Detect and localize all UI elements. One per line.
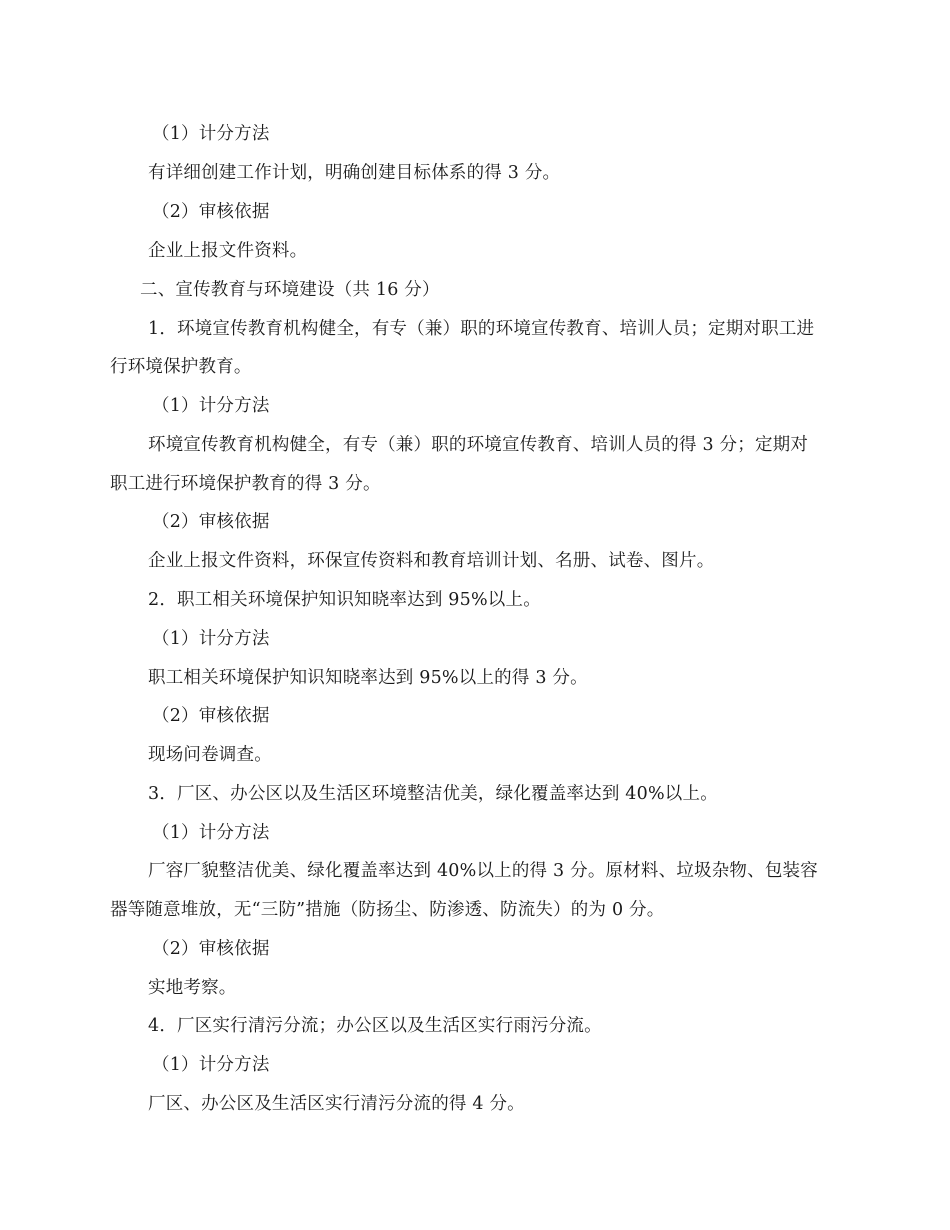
body-text-continued: 职工进行环境保护教育的得 3 分。	[110, 474, 381, 494]
body-text: 厂区、办公区及生活区实行清污分流的得 4 分。	[148, 1094, 525, 1114]
item-heading: 1．环境宣传教育机构健全，有专（兼）职的环境宣传教育、培训人员；定期对职工进	[148, 319, 815, 339]
section-heading-audit-basis: （2）审核依据	[152, 706, 270, 726]
item-heading: 4．厂区实行清污分流；办公区以及生活区实行雨污分流。	[148, 1016, 602, 1036]
section-heading-scoring-method: （1）计分方法	[152, 124, 270, 144]
body-text: 现场问卷调查。	[148, 745, 272, 765]
item-heading: 3．厂区、办公区以及生活区环境整洁优美，绿化覆盖率达到 40%以上。	[148, 784, 718, 804]
body-text: 实地考察。	[148, 978, 237, 998]
body-text: 环境宣传教育机构健全，有专（兼）职的环境宣传教育、培训人员的得 3 分；定期对	[148, 435, 809, 455]
chapter-heading: 二、宣传教育与环境建设（共 16 分）	[140, 280, 440, 300]
body-text: 企业上报文件资料。	[148, 241, 308, 261]
section-heading-scoring-method: （1）计分方法	[152, 1055, 270, 1075]
section-heading-audit-basis: （2）审核依据	[152, 202, 270, 222]
item-heading: 2．职工相关环境保护知识知晓率达到 95%以上。	[148, 590, 541, 610]
section-heading-scoring-method: （1）计分方法	[152, 823, 270, 843]
section-heading-audit-basis: （2）审核依据	[152, 939, 270, 959]
body-text: 厂容厂貌整洁优美、绿化覆盖率达到 40%以上的得 3 分。原材料、垃圾杂物、包装容	[148, 861, 818, 881]
item-heading-continued: 行环境保护教育。	[110, 357, 252, 377]
section-heading-scoring-method: （1）计分方法	[152, 396, 270, 416]
body-text: 职工相关环境保护知识知晓率达到 95%以上的得 3 分。	[148, 668, 588, 688]
body-text: 企业上报文件资料，环保宣传资料和教育培训计划、名册、试卷、图片。	[148, 551, 715, 571]
section-heading-scoring-method: （1）计分方法	[152, 629, 270, 649]
body-text: 有详细创建工作计划，明确创建目标体系的得 3 分。	[148, 163, 561, 183]
section-heading-audit-basis: （2）审核依据	[152, 512, 270, 532]
body-text-continued: 器等随意堆放，无“三防”措施（防扬尘、防渗透、防流失）的为 0 分。	[110, 900, 665, 920]
